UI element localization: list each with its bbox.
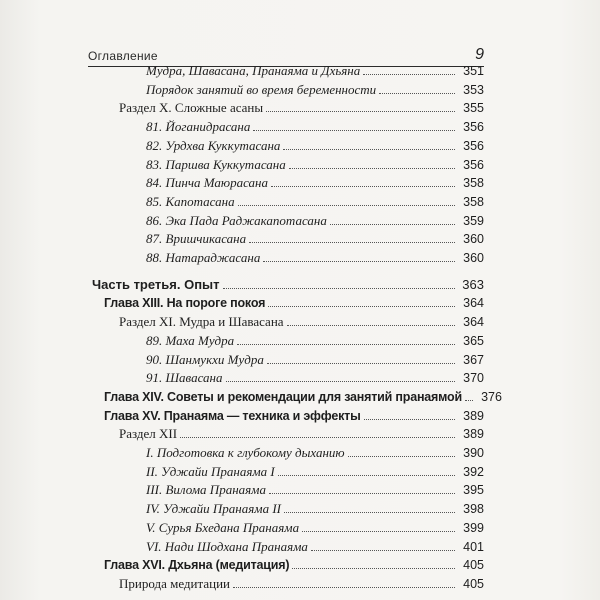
toc-entry	[146, 479, 484, 498]
toc-entry-title: Природа медитации	[119, 575, 230, 591]
toc-entry	[146, 135, 484, 154]
toc-entry-title: 81. Йоганидрасана	[146, 119, 251, 135]
toc-entry-title: 89. Маха Мудра	[146, 332, 235, 348]
toc-entry-title: V. Сурья Бхедана Пранаяма	[146, 519, 300, 535]
toc-entry-title: Глава XV. Пранаяма — техника и эффекты	[104, 408, 361, 423]
dot-leader	[379, 93, 455, 94]
toc-entry-title: 87. Вришчикасана	[146, 231, 247, 247]
toc-entry-page: 376	[481, 389, 502, 404]
dot-leader	[287, 325, 455, 326]
toc-entry-title: Раздел X. Сложные асаны	[119, 100, 264, 116]
toc-entry	[146, 349, 484, 368]
toc-entry	[146, 461, 484, 480]
toc-entry-page: 389	[463, 408, 484, 423]
dot-leader	[238, 205, 455, 206]
dot-leader	[364, 419, 455, 420]
toc-entry-page: 405	[463, 558, 484, 573]
toc-section-entry	[119, 311, 484, 330]
toc-entry-page: 364	[463, 315, 484, 330]
toc-chapter-entry	[104, 292, 484, 311]
toc-entry-title: Часть третья. Опыт	[92, 276, 220, 292]
dot-leader	[283, 149, 455, 150]
toc-entry-page: 405	[463, 576, 484, 591]
toc-entry-title: Порядок занятий во время беременности	[146, 81, 377, 97]
toc-entry-page: 390	[463, 446, 484, 460]
toc-entry-page: 353	[463, 82, 484, 97]
toc-entry	[146, 79, 484, 98]
dot-leader	[278, 475, 455, 476]
toc-entry-page: 351	[463, 64, 484, 78]
page-number: 9	[475, 46, 484, 63]
toc-entry	[146, 210, 484, 229]
dot-leader	[263, 261, 455, 262]
toc-entry-page: 360	[463, 251, 484, 265]
toc-entry-page: 389	[463, 427, 484, 442]
toc-entry-title: Раздел XI. Мудра и Шавасана	[119, 314, 284, 330]
toc-entry-page: 365	[463, 333, 484, 348]
toc-entry-title: Глава XVI. Дхьяна (медитация)	[104, 558, 290, 573]
toc-entry-title: 82. Урдхва Куккутасана	[146, 137, 281, 153]
toc-entry-page: 399	[463, 520, 484, 535]
dot-leader	[226, 381, 456, 382]
toc-entry-page: 367	[463, 352, 484, 367]
toc-entry-title: 91. Шавасана	[146, 370, 223, 386]
toc-entry-page: 363	[462, 276, 484, 292]
toc-entry-title: Глава XIII. На пороге покоя	[104, 296, 266, 311]
dot-leader	[289, 168, 455, 169]
toc-entry-page: 356	[463, 157, 484, 172]
dot-leader	[267, 363, 455, 364]
dot-leader	[249, 242, 455, 243]
toc-entry	[146, 442, 484, 461]
toc-entry-page: 392	[463, 464, 484, 479]
toc-entry-title: Глава XIV. Советы и рекомендации для занятий пранаямой	[104, 389, 462, 404]
dot-leader	[271, 186, 455, 187]
dot-leader	[237, 344, 455, 345]
toc-entry-page: 356	[463, 138, 484, 153]
toc-entry-page: 358	[463, 176, 484, 191]
toc-entry	[146, 247, 484, 266]
dot-leader	[253, 130, 455, 131]
dot-leader	[269, 493, 455, 494]
toc-chapter-entry	[104, 554, 484, 573]
toc-entry-page: 359	[463, 213, 484, 228]
toc-entry-page: 398	[463, 502, 484, 517]
toc-entry-title: 83. Паршва Куккутасана	[146, 156, 286, 172]
dot-leader	[180, 437, 455, 438]
dot-leader	[266, 111, 455, 112]
toc-entry	[146, 498, 484, 517]
toc-entry-title: I. Подготовка к глубокому дыханию	[146, 445, 345, 460]
toc-entry	[146, 330, 484, 349]
toc-entry	[146, 116, 484, 135]
dot-leader	[363, 74, 455, 75]
toc-entry-title: 84. Пинча Маюрасана	[146, 175, 268, 191]
toc-entry-title: VI. Нади Шодхана Пранаяма	[146, 538, 308, 554]
toc-entry-page: 355	[463, 101, 484, 116]
dot-leader	[284, 512, 455, 513]
toc-entry-title: 90. Шанмукхи Мудра	[146, 351, 264, 367]
toc-chapter-entry	[104, 386, 502, 405]
toc-entry-title: IV. Уджайи Пранаяма II	[146, 501, 282, 517]
dot-leader	[330, 224, 455, 225]
toc-entry-title: Раздел XII	[119, 426, 178, 442]
toc-section-entry	[119, 573, 484, 592]
toc-entry-title: Мудра, Шавасана, Пранаяма и Дхьяна	[146, 63, 361, 78]
toc-entry	[146, 191, 484, 210]
toc-section-entry	[119, 423, 484, 442]
toc-entry-page: 358	[463, 194, 484, 209]
toc-entry	[146, 517, 484, 536]
toc-entry	[146, 536, 484, 555]
dot-leader	[292, 568, 455, 569]
toc-entry-page: 356	[463, 120, 484, 135]
toc-entry-title: 86. Эка Пада Раджакапотасана	[146, 212, 327, 228]
toc-entry-page: 401	[463, 539, 484, 554]
toc-chapter-entry	[104, 405, 484, 424]
dot-leader	[311, 550, 455, 551]
toc-entry-page: 370	[463, 371, 484, 386]
toc-entry	[146, 367, 484, 386]
dot-leader	[233, 587, 455, 588]
toc-entry	[146, 228, 484, 247]
running-header-title: Оглавление	[88, 49, 158, 63]
toc-entry-page: 360	[463, 232, 484, 247]
dot-leader	[465, 400, 473, 401]
toc-entry	[146, 172, 484, 191]
dot-leader	[302, 531, 455, 532]
toc-entry-title: 88. Натараджасана	[146, 250, 261, 265]
toc-entry-page: 395	[463, 483, 484, 498]
toc-entry-title: II. Уджайи Пранаяма I	[146, 463, 275, 479]
toc-entry-page: 364	[463, 296, 484, 311]
toc-section-entry	[119, 97, 484, 116]
toc-part-entry	[92, 274, 484, 293]
dot-leader	[268, 306, 455, 307]
dot-leader	[223, 288, 455, 289]
dot-leader	[348, 456, 455, 457]
toc-entry-title: 85. Капотасана	[146, 193, 235, 209]
toc-entry-title: III. Вилома Пранаяма	[146, 482, 266, 498]
toc-entry	[146, 154, 484, 173]
toc-entry	[146, 60, 484, 79]
